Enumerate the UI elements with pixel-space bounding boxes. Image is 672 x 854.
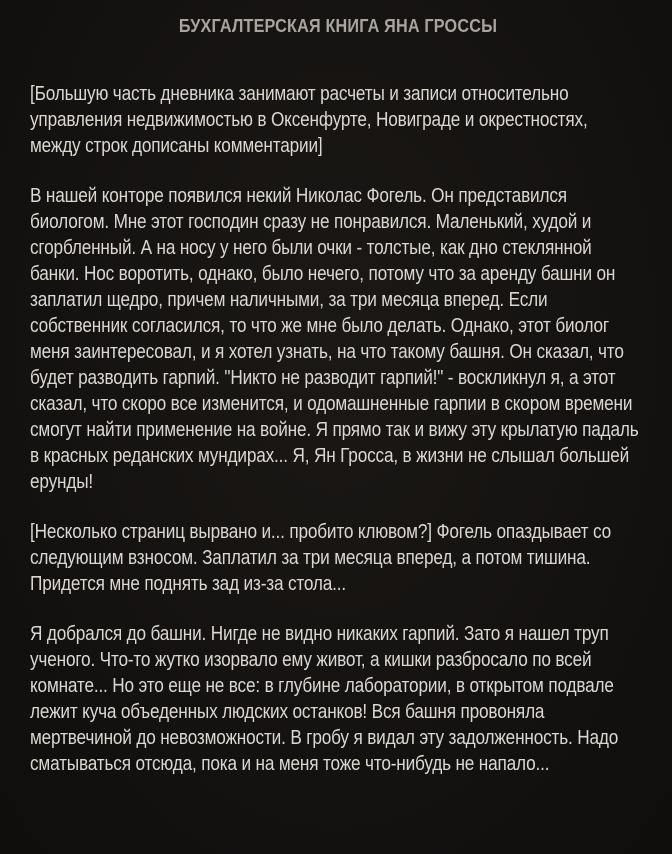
book-paragraph: В нашей конторе появился некий Николас Фогель. Он представился биологом. Мне этот господин сразу не понравился. Маленький, худой и сгорбленный. А на носу у него были очки - толстые, как дно стеклянной банки. Нос воротить, однако, было нечего, потому что за аренду башни он заплатил щедро, причем наличными, за три месяца вперед. Если собственник согласился, то что же мне было делать. Однако, этот биолог меня заинтересовал, и я хотел узнать, на что такому башня. Он сказал, что будет разводить гарпий. "Никто не разводит гарпий!" - воскликнул я, а этот сказал, что скоро все изменится, и одомашненные гарпии в скором времени смогут найти применение на войне. Я прямо так и вижу эту крылатую падаль в красных реданских мундирах... Я, Ян Гросса, в жизни не слышал большей ерунды! <box>30 185 639 493</box>
book-paragraph: [Несколько страниц вырвано и... пробито клювом?] Фогель опаздывает со следующим взносом. Заплатил за три месяца вперед, а потом тишина. Придется мне поднять зад из-за стола... <box>30 521 611 595</box>
book-text[interactable] <box>30 81 646 777</box>
book-paragraph: [Большую часть дневника занимают расчеты и записи относительно управления недвижимостью в Оксенфурте, Новиграде и окрестностях, между строк дописаны комментарии] <box>30 83 588 157</box>
book-paragraph: Я добрался до башни. Нигде не видно никаких гарпий. Зато я нашел труп ученого. Что-то жутко изорвало ему живот, а кишки разбросало по всей комнате... Но это еще не все: в глубине лаборатории, в открытом подвале лежит куча объеденных людских останков! Вся башня провоняла мертвечиной до невозможности. В гробу я видал эту задолженность. Надо сматываться отсюда, пока и на меня тоже что-нибудь не напало... <box>30 623 619 775</box>
book-title: БУХГАЛТЕРСКАЯ КНИГА ЯНА ГРОССЫ <box>178 16 498 36</box>
